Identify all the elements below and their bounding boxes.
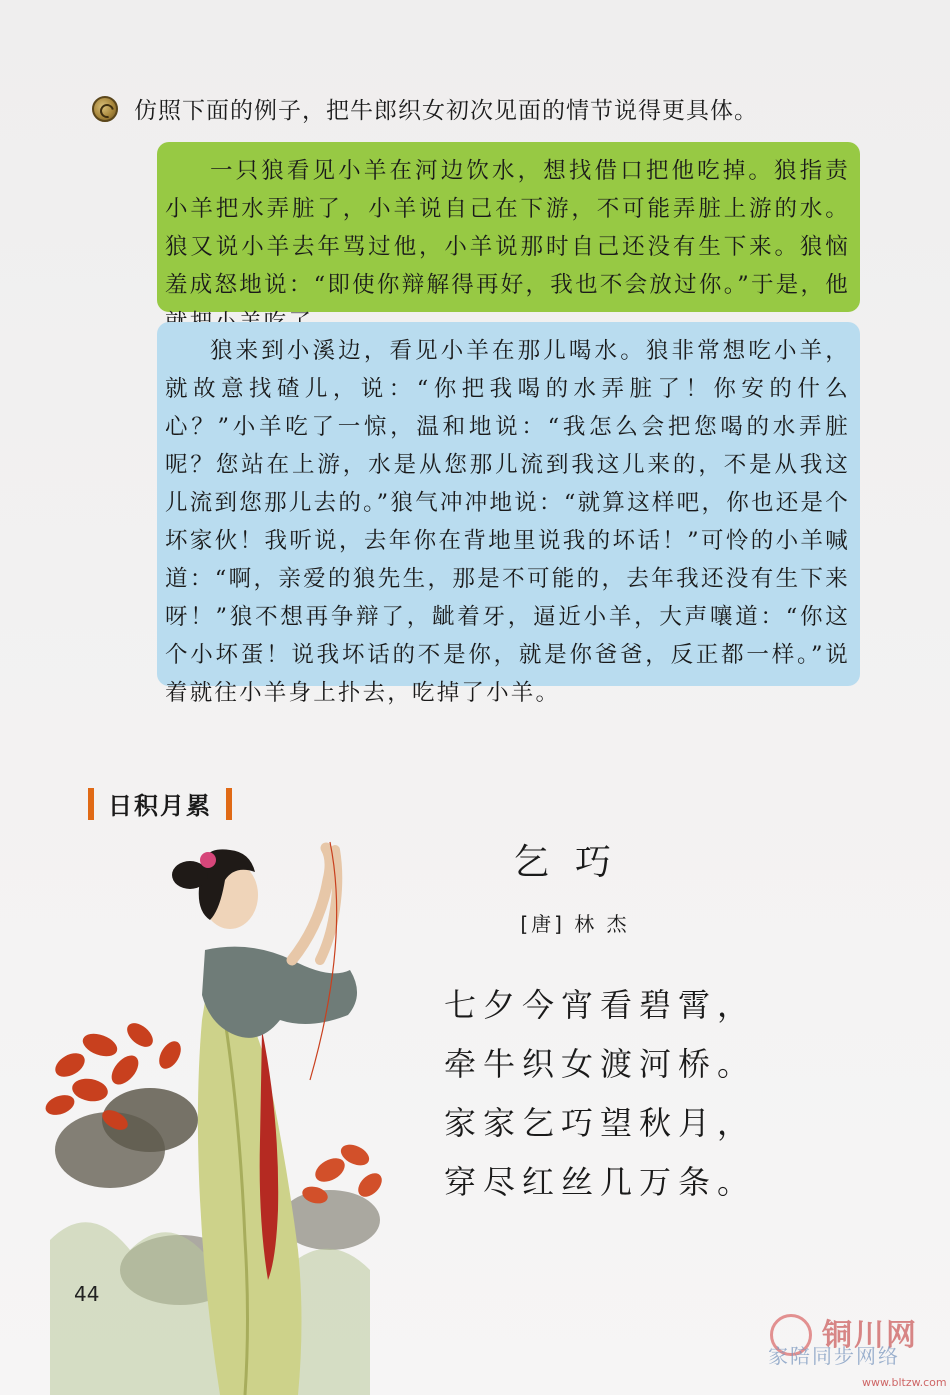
- poem-body: [444, 976, 756, 1212]
- example-short-text: 一只狼看见小羊在河边饮水，想找借口把他吃掉。狼指责小羊把水弄脏了，小羊说自己在下游，不可能弄脏上游的水。狼又说小羊去年骂过他，小羊说那时自己还没有生下来。狼恼羞成怒地说：“即使你辩解得再好，我也不会放过你。”于是，他: [165, 158, 850, 298]
- example-detailed-text: 狼来到小溪边，看见小羊在那儿喝水。狼非常想吃小羊，就故意找碴儿，说：“你把我喝的水弄脏了！你安的什么心？”小羊吃了一惊，温和地说：“我怎么会把您喝的水弄脏呢？您站在上游，水是从您那儿流到我这儿来的，不是从我这儿流到您那儿去的。”狼气冲冲地说：“就算这样吧，你也还是个坏家伙！我听说，去年你在背地里说我的坏话！”可怜的小羊喊道：“啊，亲爱的狼先生，那是不可能的，去年我还没有生下来呀！”狼不想再争辩了，龇着牙，逼近小羊，大声嚷道：“你这个小坏蛋！说我坏话的不是你，就是你爸爸，反正都一样。”说着就往小羊身上扑去，吃掉了小羊。: [165, 338, 850, 706]
- section-bar-left: [88, 788, 94, 820]
- section-title: 日积月累: [108, 792, 212, 820]
- watermark-brand: 铜川网: [822, 1318, 918, 1353]
- exercise-instruction: [92, 92, 758, 125]
- instruction-text: 仿照下面的例子，把牛郎织女初次见面的情节说得更具体。: [134, 98, 758, 124]
- poem-author-line: [470, 908, 680, 937]
- poem-title: 乞巧: [512, 842, 637, 883]
- weaver-girl-illustration: [30, 820, 410, 1395]
- poem-line: 牵牛织女渡河桥。: [444, 1045, 757, 1083]
- section-header: [88, 786, 232, 821]
- poem-dynasty: [唐]: [520, 912, 565, 936]
- watermark: [760, 1310, 950, 1395]
- watermark-url: www.bltzw.com: [862, 1376, 947, 1389]
- page-number: 44: [74, 1282, 100, 1306]
- poem-line: 穿尽红丝几万条。: [444, 1163, 757, 1201]
- poem-line: 七夕今宵看碧霄，: [444, 986, 757, 1024]
- example-short-box: [157, 142, 860, 312]
- section-bar-right: [226, 788, 232, 820]
- exercise-icon: [92, 96, 118, 122]
- poem-author: 林 杰: [574, 912, 630, 936]
- example-detailed-box: [157, 322, 860, 706]
- watermark-label: 家陪同步网络: [768, 1344, 900, 1368]
- poem-line: 家家乞巧望秋月，: [444, 1104, 757, 1142]
